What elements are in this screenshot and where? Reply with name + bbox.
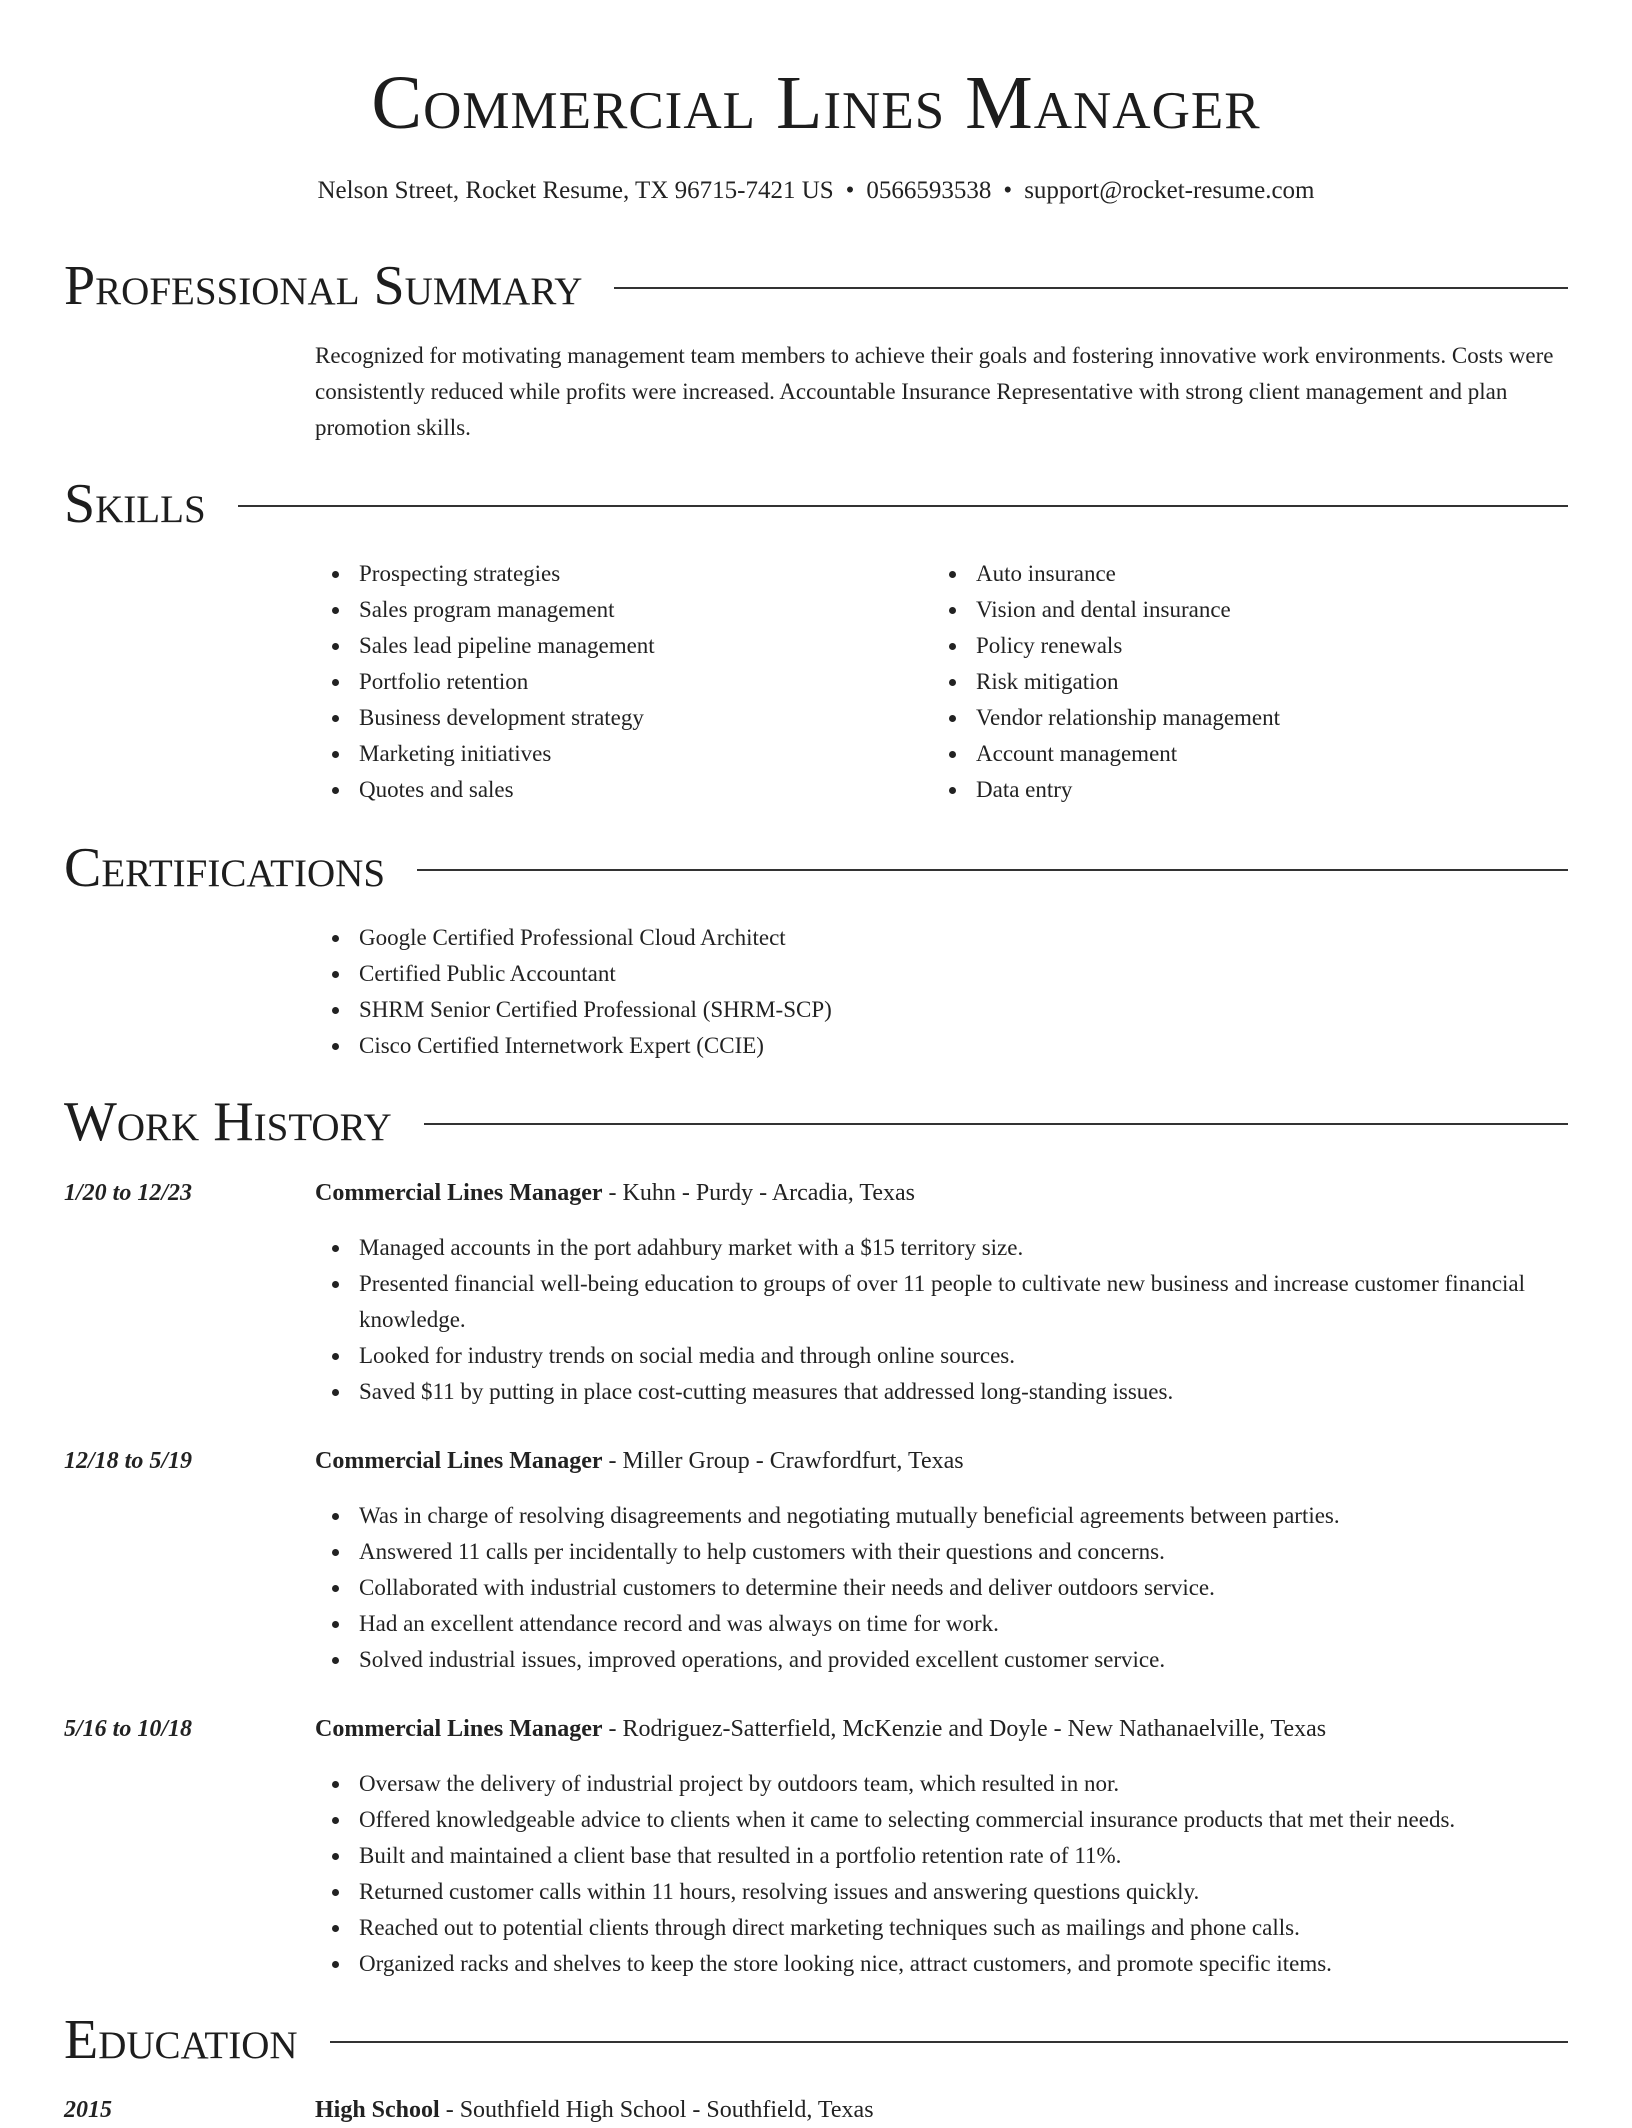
skill-item: Vision and dental insurance [932, 592, 1532, 628]
job-role: Commercial Lines Manager [315, 1716, 603, 1742]
skill-item: Portfolio retention [315, 664, 915, 700]
certification-item: Cisco Certified Internetwork Expert (CCIE) [315, 1028, 1415, 1064]
certification-item: SHRM Senior Certified Professional (SHRM-SCP) [315, 992, 1415, 1028]
section-divider [614, 287, 1568, 289]
education-degree: High School [315, 2097, 440, 2123]
summary-section-header [64, 254, 1568, 318]
job-details: - Kuhn - Purdy - Arcadia, Texas [602, 1180, 915, 1206]
skill-item: Risk mitigation [932, 664, 1532, 700]
job-role: Commercial Lines Manager [315, 1448, 603, 1474]
job-dates: 5/16 to 10/18 [64, 1716, 193, 1742]
summary-text: Recognized for motivating management team members to achieve their goals and fostering innovative work environments. Costs were consistently reduced while profits were increased. Accountable Insurance Representative with strong client management and plan promotion skills. [315, 343, 1554, 440]
contact-separator: • [845, 177, 855, 204]
job-bullet: Solved industrial issues, improved operations, and provided excellent customer service. [315, 1642, 1568, 1678]
job-heading [315, 1711, 1568, 1747]
job-details: - Rodriguez-Satterfield, McKenzie and Doyle - New Nathanaelville, Texas [602, 1716, 1327, 1742]
contact-phone: 0566593538 [866, 177, 992, 204]
contact-separator: • [1003, 177, 1013, 204]
section-divider [238, 505, 1568, 507]
skill-item: Sales lead pipeline management [315, 628, 915, 664]
job-dates: 1/20 to 12/23 [64, 1180, 193, 1206]
summary-section-title: Professional Summary [64, 255, 583, 317]
skill-item: Quotes and sales [315, 772, 915, 808]
job-bullet: Returned customer calls within 11 hours, resolving issues and answering questions quickly. [315, 1874, 1568, 1910]
certifications-section-header [64, 836, 1568, 900]
certification-item: Google Certified Professional Cloud Architect [315, 920, 1415, 956]
job-bullets [315, 1498, 1568, 1678]
job-bullet: Saved $11 by putting in place cost-cutting measures that addressed long-standing issues. [315, 1374, 1568, 1410]
contact-address: Nelson Street, Rocket Resume, TX 96715-7421 US [317, 177, 834, 204]
skills-list-right [932, 556, 1532, 808]
job-heading [315, 1175, 1568, 1211]
job-bullet: Answered 11 calls per incidentally to help customers with their questions and concerns. [315, 1534, 1568, 1570]
education-section-header [64, 2008, 1568, 2072]
skills-section-title: Skills [64, 473, 206, 535]
job-bullet: Had an excellent attendance record and was always on time for work. [315, 1606, 1568, 1642]
skill-item: Policy renewals [932, 628, 1532, 664]
education-section-title: Education [64, 2009, 298, 2071]
job-bullet: Managed accounts in the port adahbury market with a $15 territory size. [315, 1230, 1568, 1266]
education-year: 2015 [64, 2097, 112, 2123]
skill-item: Prospecting strategies [315, 556, 915, 592]
certification-item: Certified Public Accountant [315, 956, 1415, 992]
job-bullet: Offered knowledgeable advice to clients when it came to selecting commercial insurance products that met their needs. [315, 1802, 1568, 1838]
job-heading [315, 1443, 1568, 1479]
work-section-title: Work History [64, 1091, 392, 1153]
contact-line [0, 176, 1632, 206]
job-bullet: Collaborated with industrial customers to determine their needs and deliver outdoors service. [315, 1570, 1568, 1606]
education-details: - Southfield High School - Southfield, Texas [439, 2097, 874, 2123]
job-bullets [315, 1230, 1568, 1410]
section-divider [330, 2041, 1568, 2043]
skill-item: Business development strategy [315, 700, 915, 736]
skill-item: Sales program management [315, 592, 915, 628]
resume-name: Commercial Lines Manager [371, 61, 1261, 145]
job-bullet: Presented financial well-being education to groups of over 11 people to cultivate new business and increase customer financial knowledge. [315, 1266, 1568, 1338]
skill-item: Vendor relationship management [932, 700, 1532, 736]
section-divider [424, 1123, 1568, 1125]
contact-email: support@rocket-resume.com [1024, 177, 1315, 204]
job-bullet: Looked for industry trends on social media and through online sources. [315, 1338, 1568, 1374]
skill-item: Data entry [932, 772, 1532, 808]
job-details: - Miller Group - Crawfordfurt, Texas [602, 1448, 964, 1474]
skills-list-left [315, 556, 915, 808]
skill-item: Account management [932, 736, 1532, 772]
job-bullet: Oversaw the delivery of industrial project by outdoors team, which resulted in nor. [315, 1766, 1568, 1802]
job-dates: 12/18 to 5/19 [64, 1448, 193, 1474]
job-bullet: Was in charge of resolving disagreements and negotiating mutually beneficial agreements between parties. [315, 1498, 1568, 1534]
job-role: Commercial Lines Manager [315, 1180, 603, 1206]
job-bullet: Built and maintained a client base that resulted in a portfolio retention rate of 11%. [315, 1838, 1568, 1874]
skills-section-header [64, 472, 1568, 536]
certifications-section-title: Certifications [64, 837, 386, 899]
certifications-list [315, 920, 1415, 1064]
education-heading [315, 2092, 1568, 2128]
work-section-header [64, 1090, 1568, 1154]
job-bullet: Organized racks and shelves to keep the store looking nice, attract customers, and promote specific items. [315, 1946, 1568, 1982]
job-bullets [315, 1766, 1568, 1982]
skill-item: Marketing initiatives [315, 736, 915, 772]
section-divider [417, 869, 1568, 871]
skill-item: Auto insurance [932, 556, 1532, 592]
job-bullet: Reached out to potential clients through direct marketing techniques such as mailings and phone calls. [315, 1910, 1568, 1946]
